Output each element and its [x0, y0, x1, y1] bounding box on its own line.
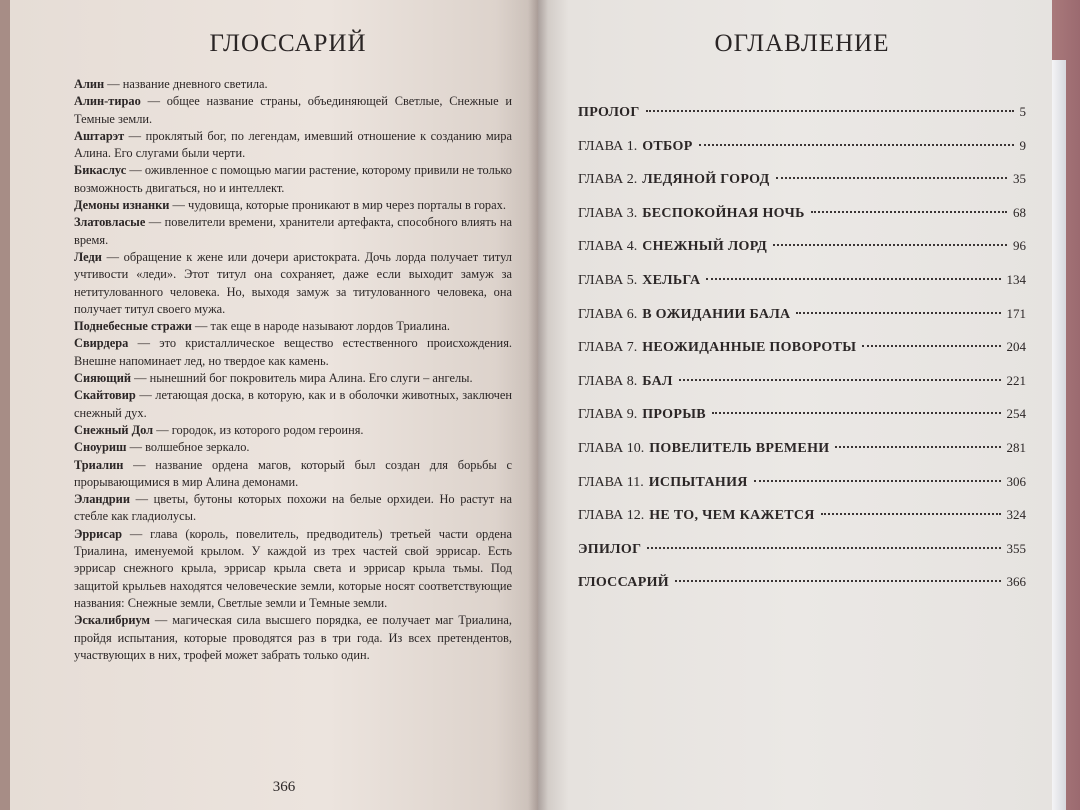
toc-page-number: 254	[1006, 406, 1026, 422]
toc-chapter-number: ГЛАВА 1.	[578, 138, 638, 154]
toc-page-number: 366	[1006, 574, 1026, 590]
toc-page-number: 204	[1006, 339, 1026, 355]
glossary-term: Свирдера	[74, 336, 129, 351]
glossary-definition: — название ордена магов, который был создан для борьбы с прорывающимися в мир Алина демонами.	[74, 457, 512, 489]
glossary-term: Эландрии	[74, 492, 130, 507]
toc-entry	[578, 574, 1026, 608]
glossary-definition: — обращение к жене или дочери аристократа. Дочь лорда получает титул учтивости «леди». Этот титул она сохраняет, даже если выходит замуж за нетитулованного человека. Но, выходя замуж за титулованного человека, она получает титул своего мужа.	[74, 249, 512, 316]
toc-chapter-number: ГЛАВА 3.	[578, 205, 638, 221]
glossary-definition: — оживленное с помощью магии растение, которому привили не только возможность двигаться, но и интеллект.	[74, 163, 512, 195]
toc-entry	[578, 238, 1026, 272]
glossary-definition: — это кристаллическое вещество естественного происхождения. Внешне напоминает лед, но твердое как камень.	[74, 336, 512, 368]
toc-page-number: 96	[1013, 238, 1026, 254]
glossary-entry	[74, 318, 512, 335]
toc-entry	[578, 306, 1026, 340]
glossary-term: Алин	[74, 77, 105, 91]
toc-chapter-number: ГЛАВА 9.	[578, 407, 638, 423]
glossary-entry	[74, 612, 512, 664]
glossary-term: Поднебесные стражи	[74, 319, 192, 334]
toc-entry	[578, 474, 1026, 508]
toc-chapter-title: ЭПИЛОГ	[578, 541, 642, 557]
toc-chapter-title: В ОЖИДАНИИ БАЛА	[642, 306, 791, 322]
glossary-list	[74, 76, 512, 664]
glossary-entry	[74, 439, 512, 456]
glossary-definition: — магическая сила высшего порядка, ее получает маг Триалина, пройдя испытания, которые проводятся раз в три года. Из всех претендентов, участвующих в них, трофей может забрать только один.	[74, 613, 512, 662]
toc-chapter-title: НЕОЖИДАННЫЕ ПОВОРОТЫ	[642, 340, 857, 356]
toc-chapter-title: ПОВЕЛИТЕЛЬ ВРЕМЕНИ	[649, 440, 830, 456]
glossary-definition: — общее название страны, объединяющей Светлые, Снежные и Темные земли.	[74, 94, 512, 126]
glossary-definition: — проклятый бог, по легендам, имевший отношение к созданию мира Алина. Его слугами были черти.	[74, 128, 512, 161]
toc-page-number: 68	[1013, 204, 1026, 220]
glossary-definition: — нынешний бог покровитель мира Алина. Его слуги – ангелы.	[131, 371, 473, 386]
glossary-entry	[74, 526, 512, 612]
toc-leader-dots	[699, 144, 1014, 146]
toc-page-number: 9	[1019, 137, 1026, 153]
toc-entry	[578, 541, 1026, 575]
glossary-term: Леди	[74, 249, 102, 264]
toc-chapter-number: ГЛАВА 5.	[578, 272, 638, 288]
toc-chapter-title: ПРОЛОГ	[578, 105, 640, 120]
glossary-entry	[74, 457, 512, 492]
toc-leader-dots	[821, 513, 1001, 515]
glossary-term: Скайтовир	[74, 388, 136, 403]
glossary-definition: — глава (король, повелитель, предводитель) третьей части ордена Триалина, именуемой крылом. У каждой из трех частей свой эррисар. Есть эррисар снежного крыла, эррисар крыла света и эррисар крыла тьмы. Под защитой крыльев находятся человеческие земли, которые носят соответствующие названия: Снежные земли, Светлые земли и Темные земли.	[74, 526, 512, 610]
book-spine	[528, 0, 548, 810]
glossary-definition: — название дневного светила.	[104, 77, 268, 91]
toc-leader-dots	[712, 412, 1001, 414]
toc-chapter-number: ГЛАВА 8.	[578, 373, 638, 389]
toc-leader-dots	[754, 480, 1001, 482]
toc-leader-dots	[811, 211, 1007, 213]
contents-page	[538, 0, 1052, 810]
toc-chapter-title: БЕСПОКОЙНАЯ НОЧЬ	[642, 205, 805, 221]
glossary-term: Алин-тирао	[74, 94, 141, 109]
toc-page-number: 35	[1013, 171, 1026, 187]
glossary-definition: — городок, из которого родом героиня.	[153, 422, 364, 437]
page-number: 366	[272, 779, 296, 795]
glossary-entry	[74, 491, 512, 526]
toc-chapter-number: ГЛАВА 11.	[578, 474, 644, 490]
toc-page-number: 281	[1006, 439, 1026, 455]
toc-page-number: 355	[1006, 540, 1026, 556]
glossary-definition: — цветы, бутоны которых похожи на белые орхидеи. Но растут на стебле как гладиолусы.	[74, 492, 512, 524]
glossary-entry	[74, 128, 512, 163]
glossary-definition: — повелители времени, хранители артефакта, способного влиять на время.	[74, 215, 512, 247]
toc-chapter-number: ГЛАВА 6.	[578, 306, 638, 322]
toc-leader-dots	[706, 278, 1000, 280]
toc-page-number: 5	[1019, 104, 1026, 119]
open-book	[10, 0, 1052, 810]
glossary-entry	[74, 249, 512, 318]
toc-leader-dots	[776, 177, 1007, 179]
glossary-entry	[74, 197, 512, 214]
glossary-page	[10, 0, 538, 810]
contents-title: ОГЛАВЛЕНИЕ	[714, 30, 890, 57]
glossary-term: Аштарэт	[74, 128, 125, 143]
toc-entry	[578, 272, 1026, 306]
toc-entry	[578, 406, 1026, 440]
toc-page-number: 306	[1006, 473, 1026, 489]
glossary-entry	[74, 335, 512, 370]
glossary-term: Эскалибриум	[74, 613, 150, 628]
glossary-term: Эррисар	[74, 526, 123, 541]
glossary-entry	[74, 370, 512, 387]
toc-entry	[578, 104, 1026, 138]
toc-leader-dots	[647, 547, 1000, 549]
glossary-term: Сноуриш	[74, 440, 127, 455]
toc-chapter-title: ИСПЫТАНИЯ	[648, 474, 748, 490]
glossary-definition: — волшебное зеркало.	[126, 440, 250, 455]
glossary-term: Демоны изнанки	[74, 198, 170, 213]
glossary-entry	[74, 422, 512, 439]
glossary-definition: — чудовища, которые проникают в мир через порталы в горах.	[169, 198, 506, 213]
toc-page-number: 171	[1006, 305, 1026, 321]
toc-entry	[578, 507, 1026, 541]
toc-entry	[578, 339, 1026, 373]
toc-chapter-title: ОТБОР	[642, 138, 693, 154]
glossary-entry	[74, 387, 512, 422]
glossary-entry	[74, 76, 512, 93]
toc-chapter-title: ПРОРЫВ	[642, 407, 706, 423]
glossary-entry	[74, 214, 512, 249]
toc-chapter-title: ГЛОССАРИЙ	[578, 575, 669, 591]
toc-entry	[578, 138, 1026, 172]
toc-page-number: 134	[1006, 271, 1026, 287]
glossary-term: Златовласые	[74, 215, 146, 230]
glossary-term: Триалин	[74, 457, 124, 472]
toc-chapter-title: СНЕЖНЫЙ ЛОРД	[642, 239, 768, 255]
toc-chapter-title: БАЛ	[642, 373, 673, 389]
toc-chapter-title: ЛЕДЯНОЙ ГОРОД	[642, 172, 770, 188]
glossary-definition: — летающая доска, в которую, как и в оболочки животных, заключен снежный дух.	[74, 388, 512, 420]
toc-leader-dots	[773, 244, 1007, 246]
glossary-entry	[74, 162, 512, 197]
table-of-contents	[578, 104, 1026, 608]
toc-leader-dots	[835, 446, 1000, 448]
toc-page-number: 221	[1006, 372, 1026, 388]
glossary-term: Сияющий	[74, 371, 131, 386]
toc-entry	[578, 373, 1026, 407]
toc-leader-dots	[679, 379, 1001, 381]
glossary-term: Снежный Дол	[74, 422, 154, 437]
toc-chapter-number: ГЛАВА 4.	[578, 239, 638, 255]
toc-entry	[578, 205, 1026, 239]
toc-entry	[578, 440, 1026, 474]
toc-page-number: 324	[1006, 507, 1026, 523]
glossary-title: ГЛОССАРИЙ	[209, 30, 367, 57]
glossary-term: Бикаслус	[74, 163, 127, 178]
glossary-definition: — так еще в народе называют лордов Триалина.	[191, 319, 450, 334]
glossary-entry	[74, 93, 512, 128]
toc-chapter-number: ГЛАВА 12.	[578, 508, 645, 524]
toc-leader-dots	[796, 312, 1000, 314]
toc-chapter-number: ГЛАВА 10.	[578, 440, 645, 456]
toc-chapter-number: ГЛАВА 7.	[578, 340, 638, 356]
toc-leader-dots	[646, 110, 1014, 112]
toc-leader-dots	[862, 345, 1000, 347]
toc-chapter-title: ХЕЛЬГА	[642, 272, 701, 288]
toc-chapter-title: НЕ ТО, ЧЕМ КАЖЕТСЯ	[649, 508, 815, 524]
toc-leader-dots	[675, 580, 1001, 582]
toc-entry	[578, 171, 1026, 205]
toc-chapter-number: ГЛАВА 2.	[578, 172, 638, 188]
